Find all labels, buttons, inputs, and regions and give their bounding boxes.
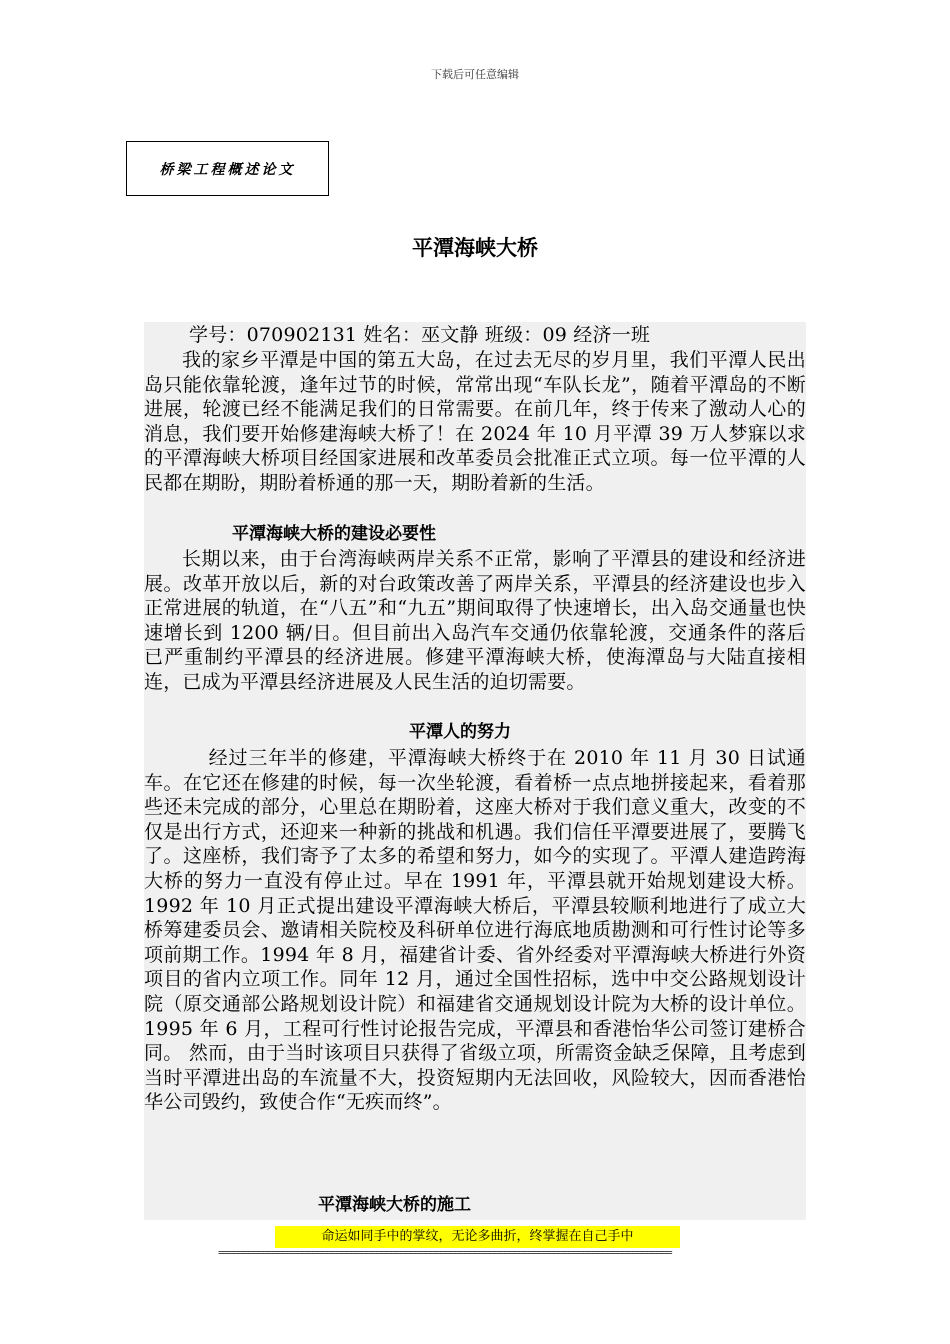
student-info-line: 学号：070902131 姓名：巫文静 班级：09 经济一班 xyxy=(189,324,651,346)
section-heading-construction: 平潭海峡大桥的施工 xyxy=(318,1195,471,1215)
section-heading-necessity: 平潭海峡大桥的建设必要性 xyxy=(232,524,436,544)
footer-divider: ============================================================================================ xyxy=(218,1246,671,1259)
section-heading-efforts: 平潭人的努力 xyxy=(409,722,511,742)
efforts-paragraph: 经过三年半的修建，平潭海峡大桥终于在 2010 年 11 月 30 日试通车。在它还在修建的时候，每一次坐轮渡，看着桥一点点地拼接起来，看着那些还未完成的部分，心里总在期盼着，这座大桥对于我们意义重大，改变的不仅是出行方式，还迎来一种新的挑战和机遇。我们信任平潭要进展了，要腾飞了。这座桥，我们寄予了太多的希望和努力，如今的实现了。平潭人建造跨海大桥的努力一直没有停止过。早在 1991 年，平潭县就开始规划建设大桥。1992 年 10 月正式提出建设平潭海峡大桥后，平潭县较顺利地进行了成立大桥筹建委员会、邀请相关院校及科研单位进行海底地质勘测和可行性讨论等多项前期工作。1994 年 8 月，福建省计委、省外经委对平潭海峡大桥进行外资项目的省内立项工作。同年 12 月，通过全国性招标，选中中交公路规划设计院（原交通部公路规划设计院）和福建省交通规划设计院为大桥的设计单位。1995 年 6 月，工程可行性讨论报告完成，平潭县和香港怡华公司签订建桥合同。 然而，由于当时该项目只获得了省级立项，所需资金缺乏保障，且考虑到当时平潭进出岛的车流量不大，投资短期内无法回收，风险较大，因而香港怡华公司毁约，致使合作“无疾而终”。 xyxy=(144,747,806,1114)
header-note: 下载后可任意编辑 xyxy=(431,68,519,81)
necessity-paragraph: 长期以来，由于台湾海峡两岸关系不正常，影响了平潭县的建设和经济进展。改革开放以后，新的对台政策改善了两岸关系，平潭县的经济建设也步入正常进展的轨道，在“八五”和“九五”期间取得了快速增长，出入岛交通量也快速增长到 1200 辆/日。但目前出入岛汽车交通仍依靠轮渡，交通条件的落后已严重制约平潭县的经济进展。修建平潭海峡大桥，使海潭岛与大陆直接相连，已成为平潭县经济进展及人民生活的迫切需要。 xyxy=(144,548,806,693)
article-body xyxy=(144,322,806,1220)
intro-paragraph: 我的家乡平潭是中国的第五大岛，在过去无尽的岁月里，我们平潭人民出岛只能依靠轮渡，逢年过节的时候，常常出现“车队长龙”，随着平潭岛的不断进展，轮渡已经不能满足我们的日常需要。在前几年，终于传来了激动人心的消息，我们要开始修建海峡大桥了！在 2024 年 10 月平潭 39 万人梦寐以求的平潭海峡大桥项目经国家进展和改革委员会批准正式立项。每一位平潭的人民都在期盼，期盼着桥通的那一天，期盼着新的生活。 xyxy=(144,349,806,494)
footer-quote: 命运如同手中的掌纹，无论多曲折，终掌握在自己手中 xyxy=(275,1226,680,1248)
page-title: 平潭海峡大桥 xyxy=(412,236,538,260)
document-label: 桥梁工程概述论文 xyxy=(159,161,296,178)
document-label-box xyxy=(126,141,329,196)
